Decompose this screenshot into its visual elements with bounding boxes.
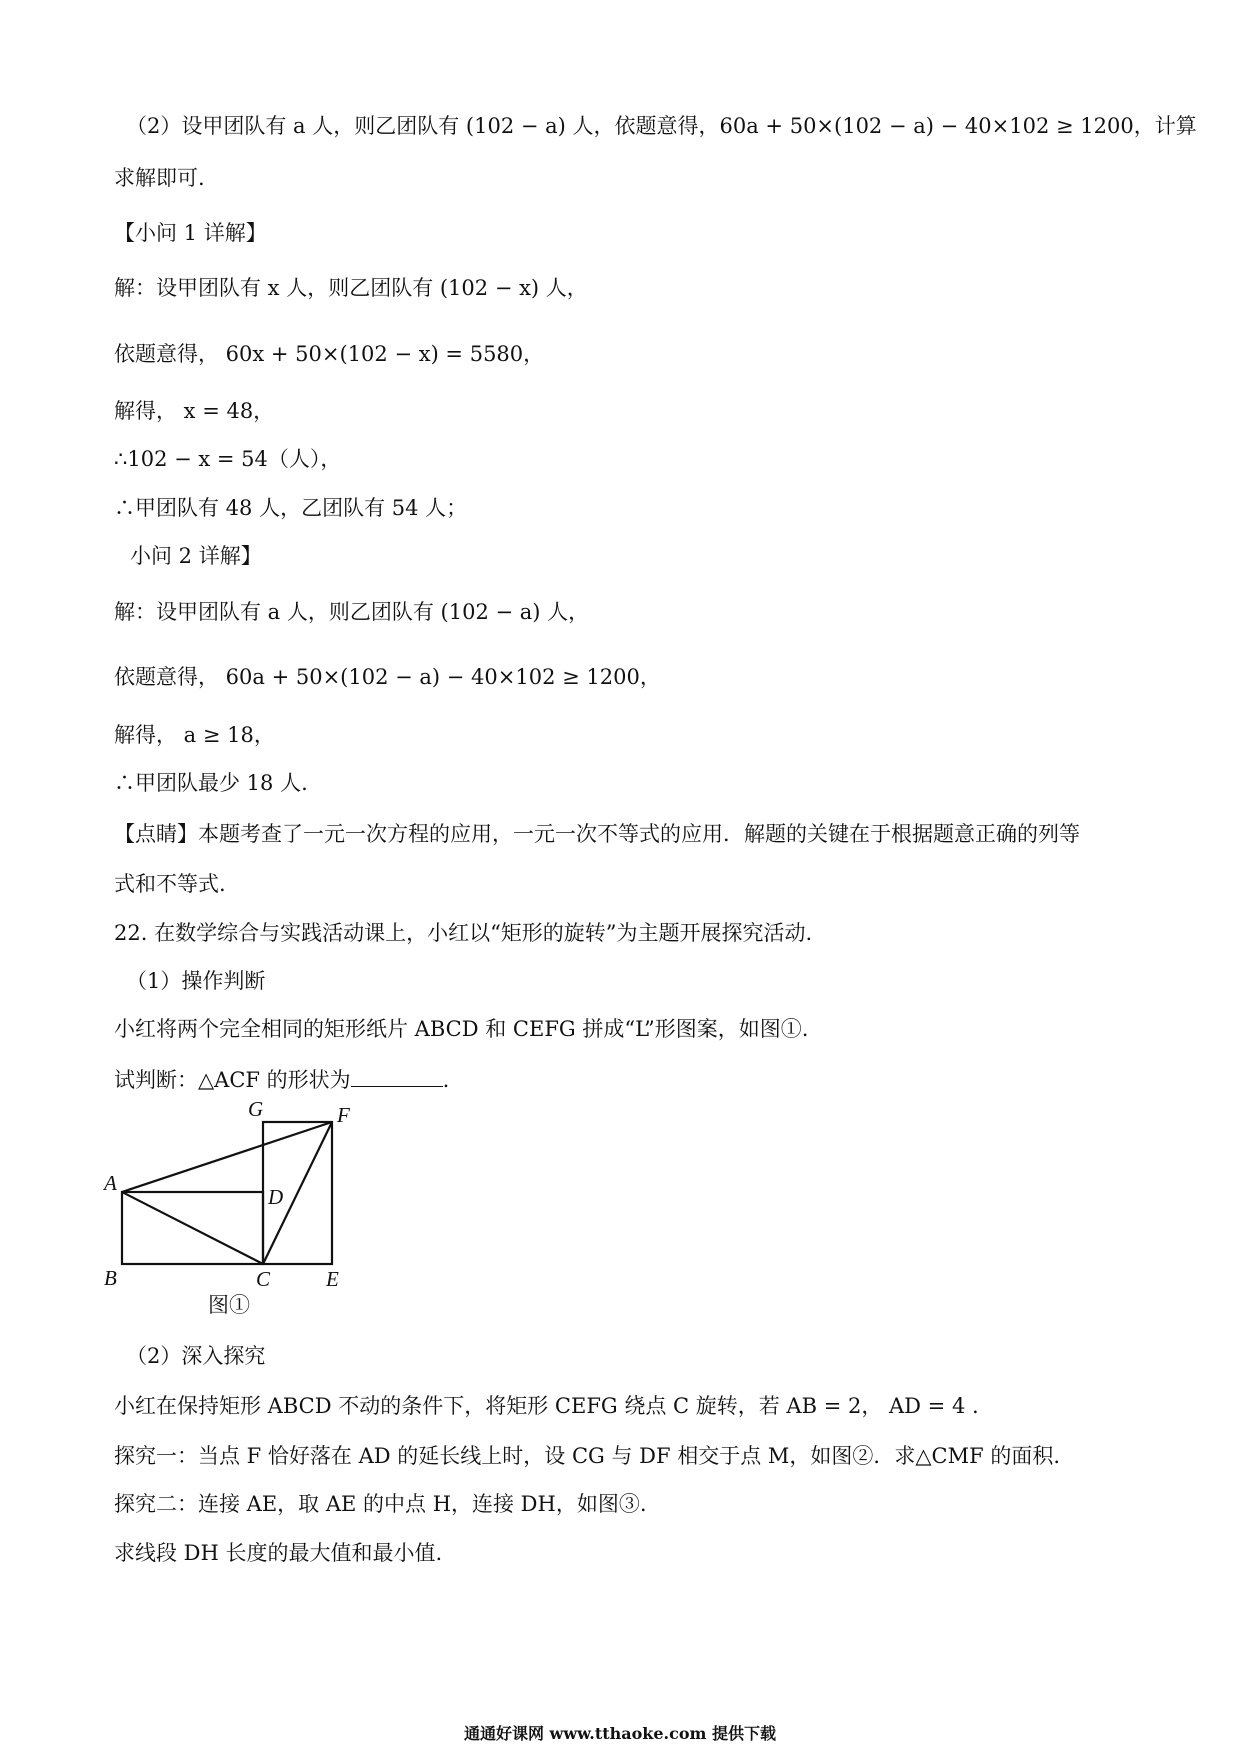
- solution-line-2: 求解即可.: [114, 166, 205, 190]
- solution-line-7: ∴甲团队有 48 人，乙团队有 54 人；: [114, 496, 468, 520]
- label-E: E: [326, 1267, 339, 1290]
- solution-line-5: 解得， x = 48，: [114, 399, 275, 423]
- solution-line-6: ∴102 − x = 54（人），: [114, 447, 342, 471]
- solution-line-10: 解得， a ≥ 18，: [114, 723, 275, 747]
- question-text: 试判断：△ACF 的形状为: [114, 1068, 351, 1092]
- solution-line-4: 依题意得， 60x + 50×(102 − x) = 5580，: [114, 342, 545, 366]
- comment-line-2: 式和不等式.: [114, 872, 226, 896]
- segment-AC: [122, 1192, 263, 1264]
- comment-line-1: 【点睛】本题考查了一元一次方程的应用，一元一次不等式的应用．解题的关键在于根据题意正确的列等: [114, 822, 1080, 846]
- section-heading-q1: 【小问 1 详解】: [114, 221, 267, 245]
- section-heading-q2: 小问 2 详解】: [130, 544, 262, 568]
- label-A: A: [104, 1171, 117, 1195]
- label-B: B: [104, 1266, 117, 1290]
- solution-line-1: （2）设甲团队有 a 人，则乙团队有 (102 − a) 人，依题意得，60a + 50×(102 − a) − 40×102 ≥ 1200，计算: [126, 114, 1197, 138]
- label-F: F: [337, 1103, 350, 1127]
- page-footer: 通通好课网 www.tthaoke.com 提供下载: [463, 1724, 777, 1743]
- figure-1-caption: 图①: [208, 1293, 250, 1317]
- label-G: G: [248, 1100, 264, 1121]
- part-1-question: [114, 1065, 1180, 1095]
- answer-blank: [351, 1066, 443, 1087]
- problem-22-title: 22. 在数学综合与实践活动课上，小红以“矩形的旋转”为主题开展探究活动.: [114, 921, 813, 945]
- question-end: .: [442, 1068, 450, 1092]
- part-1-text: 小红将两个完全相同的矩形纸片 ABCD 和 CEFG 拼成“L”形图案，如图①.: [114, 1017, 809, 1041]
- exploration-2: 探究二：连接 AE，取 AE 的中点 H，连接 DH，如图③.: [114, 1492, 647, 1516]
- solution-line-11: ∴甲团队最少 18 人.: [114, 771, 308, 795]
- label-C: C: [256, 1267, 271, 1290]
- solution-line-8: 解：设甲团队有 a 人，则乙团队有 (102 − a) 人，: [114, 600, 590, 624]
- solution-line-3: 解：设甲团队有 x 人，则乙团队有 (102 − x) 人，: [114, 276, 588, 300]
- exploration-1: 探究一：当点 F 恰好落在 AD 的延长线上时，设 CG 与 DF 相交于点 M，如图②．求△CMF 的面积.: [114, 1444, 1061, 1468]
- part-2-text: 小红在保持矩形 ABCD 不动的条件下，将矩形 CEFG 绕点 C 旋转，若 AB = 2， AD = 4 .: [114, 1394, 979, 1418]
- figure-1-diagram: [100, 1100, 360, 1290]
- label-D: D: [268, 1185, 284, 1209]
- segment-AF: [122, 1122, 332, 1192]
- part-1-heading: （1）操作判断: [126, 969, 266, 993]
- part-2-heading: （2）深入探究: [126, 1344, 266, 1368]
- exploration-question: 求线段 DH 长度的最大值和最小值.: [114, 1541, 443, 1565]
- solution-line-9: 依题意得， 60a + 50×(102 − a) − 40×102 ≥ 1200，: [114, 665, 661, 689]
